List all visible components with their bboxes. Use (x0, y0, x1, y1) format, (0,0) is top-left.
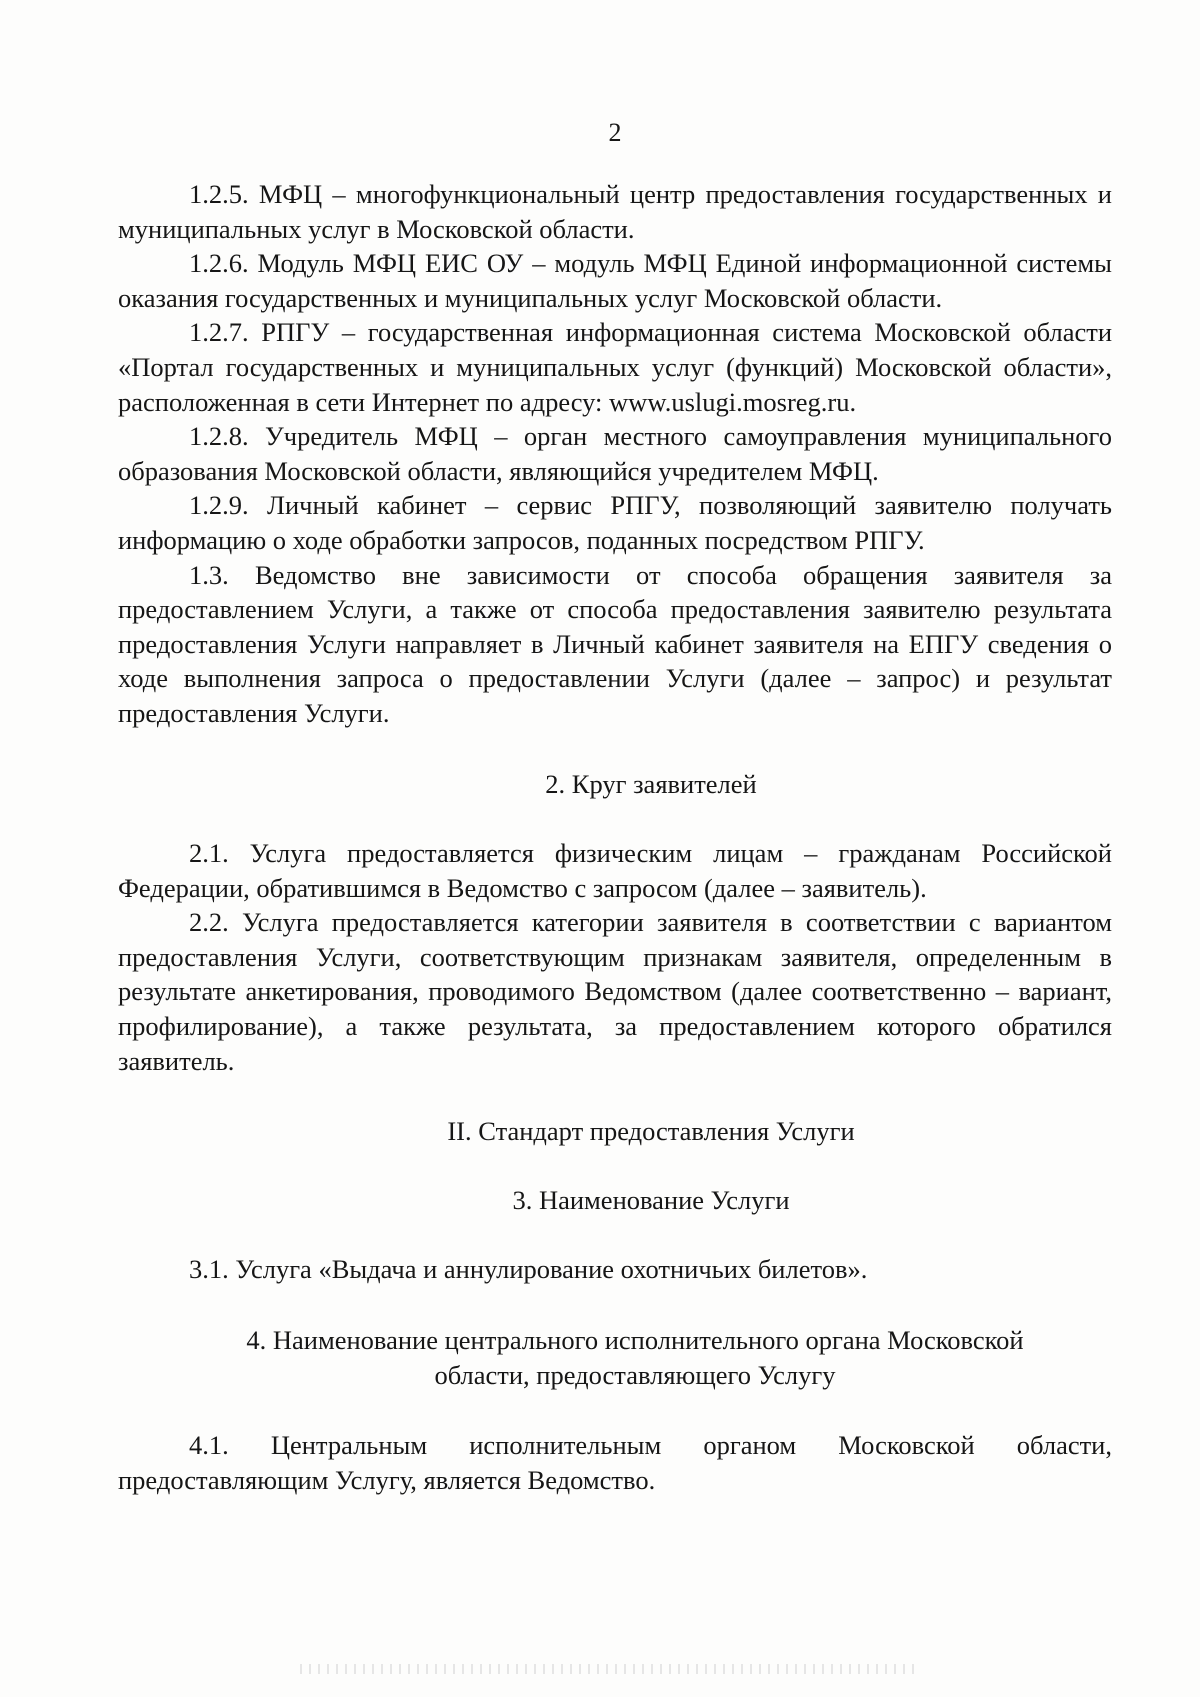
part-heading-standard: II. Стандарт предоставления Услуги (447, 1116, 855, 1147)
paragraph-1-2-5: 1.2.5. МФЦ – многофункциональный центр предоставления государственных и муниципальных услуг в Московской области. (118, 179, 1112, 244)
page-number: 2 (608, 118, 622, 147)
section-heading-4-line-2: области, предоставляющего Услугу (434, 1359, 836, 1390)
paragraph-1-2-9: 1.2.9. Личный кабинет – сервис РПГУ, позволяющий заявителю получать информацию о ходе обработки запросов, поданных посредством РПГУ. (118, 490, 1112, 555)
section-heading-4-line-1: 4. Наименование центрального исполнительного органа Московской (246, 1325, 1024, 1356)
paragraph-1-2-7: 1.2.7. РПГУ – государственная информационная система Московской области «Портал государственных и муниципальных услуг (функций) Московской области», расположенная в сети Интернет по адресу: www.uslugi.mosreg.ru. (118, 317, 1112, 417)
section-heading-3: 3. Наименование Услуги (512, 1184, 790, 1215)
document-body (118, 177, 1112, 1497)
paragraph-1-2-6: 1.2.6. Модуль МФЦ ЕИС ОУ – модуль МФЦ Единой информационной системы оказания государственных и муниципальных услуг Московской области. (118, 248, 1112, 313)
paragraph-3-1: 3.1. Услуга «Выдача и аннулирование охотничьих билетов». (189, 1254, 868, 1285)
section-heading-2: 2. Круг заявителей (545, 768, 757, 799)
paragraph-2-2: 2.2. Услуга предоставляется категории заявителя в соответствии с вариантом предоставления Услуги, соответствующим признакам заявителя, определенным в результате анкетирования, проводимого Ведомством (далее соответственно – вариант, профилирование), а также результата, за предоставлением которого обратился заявитель. (118, 907, 1112, 1076)
paragraph-1-3: 1.3. Ведомство вне зависимости от способа обращения заявителя за предоставлением Услуги, а также от способа предоставления заявителю результата предоставления Услуги направляет в Личный кабинет заявителя на ЕПГУ сведения о ходе выполнения запроса о предоставлении Услуги (далее – запрос) и результат предоставления Услуги. (118, 559, 1112, 728)
paragraph-4-1: 4.1. Центральным исполнительным органом Московской области, предоставляющим Услугу, является Ведомство. (118, 1430, 1112, 1495)
paragraph-2-1: 2.1. Услуга предоставляется физическим лицам – гражданам Российской Федерации, обратившимся в Ведомство с запросом (далее – заявитель). (118, 838, 1112, 903)
scan-noise-decoration (300, 1664, 920, 1674)
paragraph-1-2-8: 1.2.8. Учредитель МФЦ – орган местного самоуправления муниципального образования Московской области, являющийся учредителем МФЦ. (118, 421, 1112, 486)
